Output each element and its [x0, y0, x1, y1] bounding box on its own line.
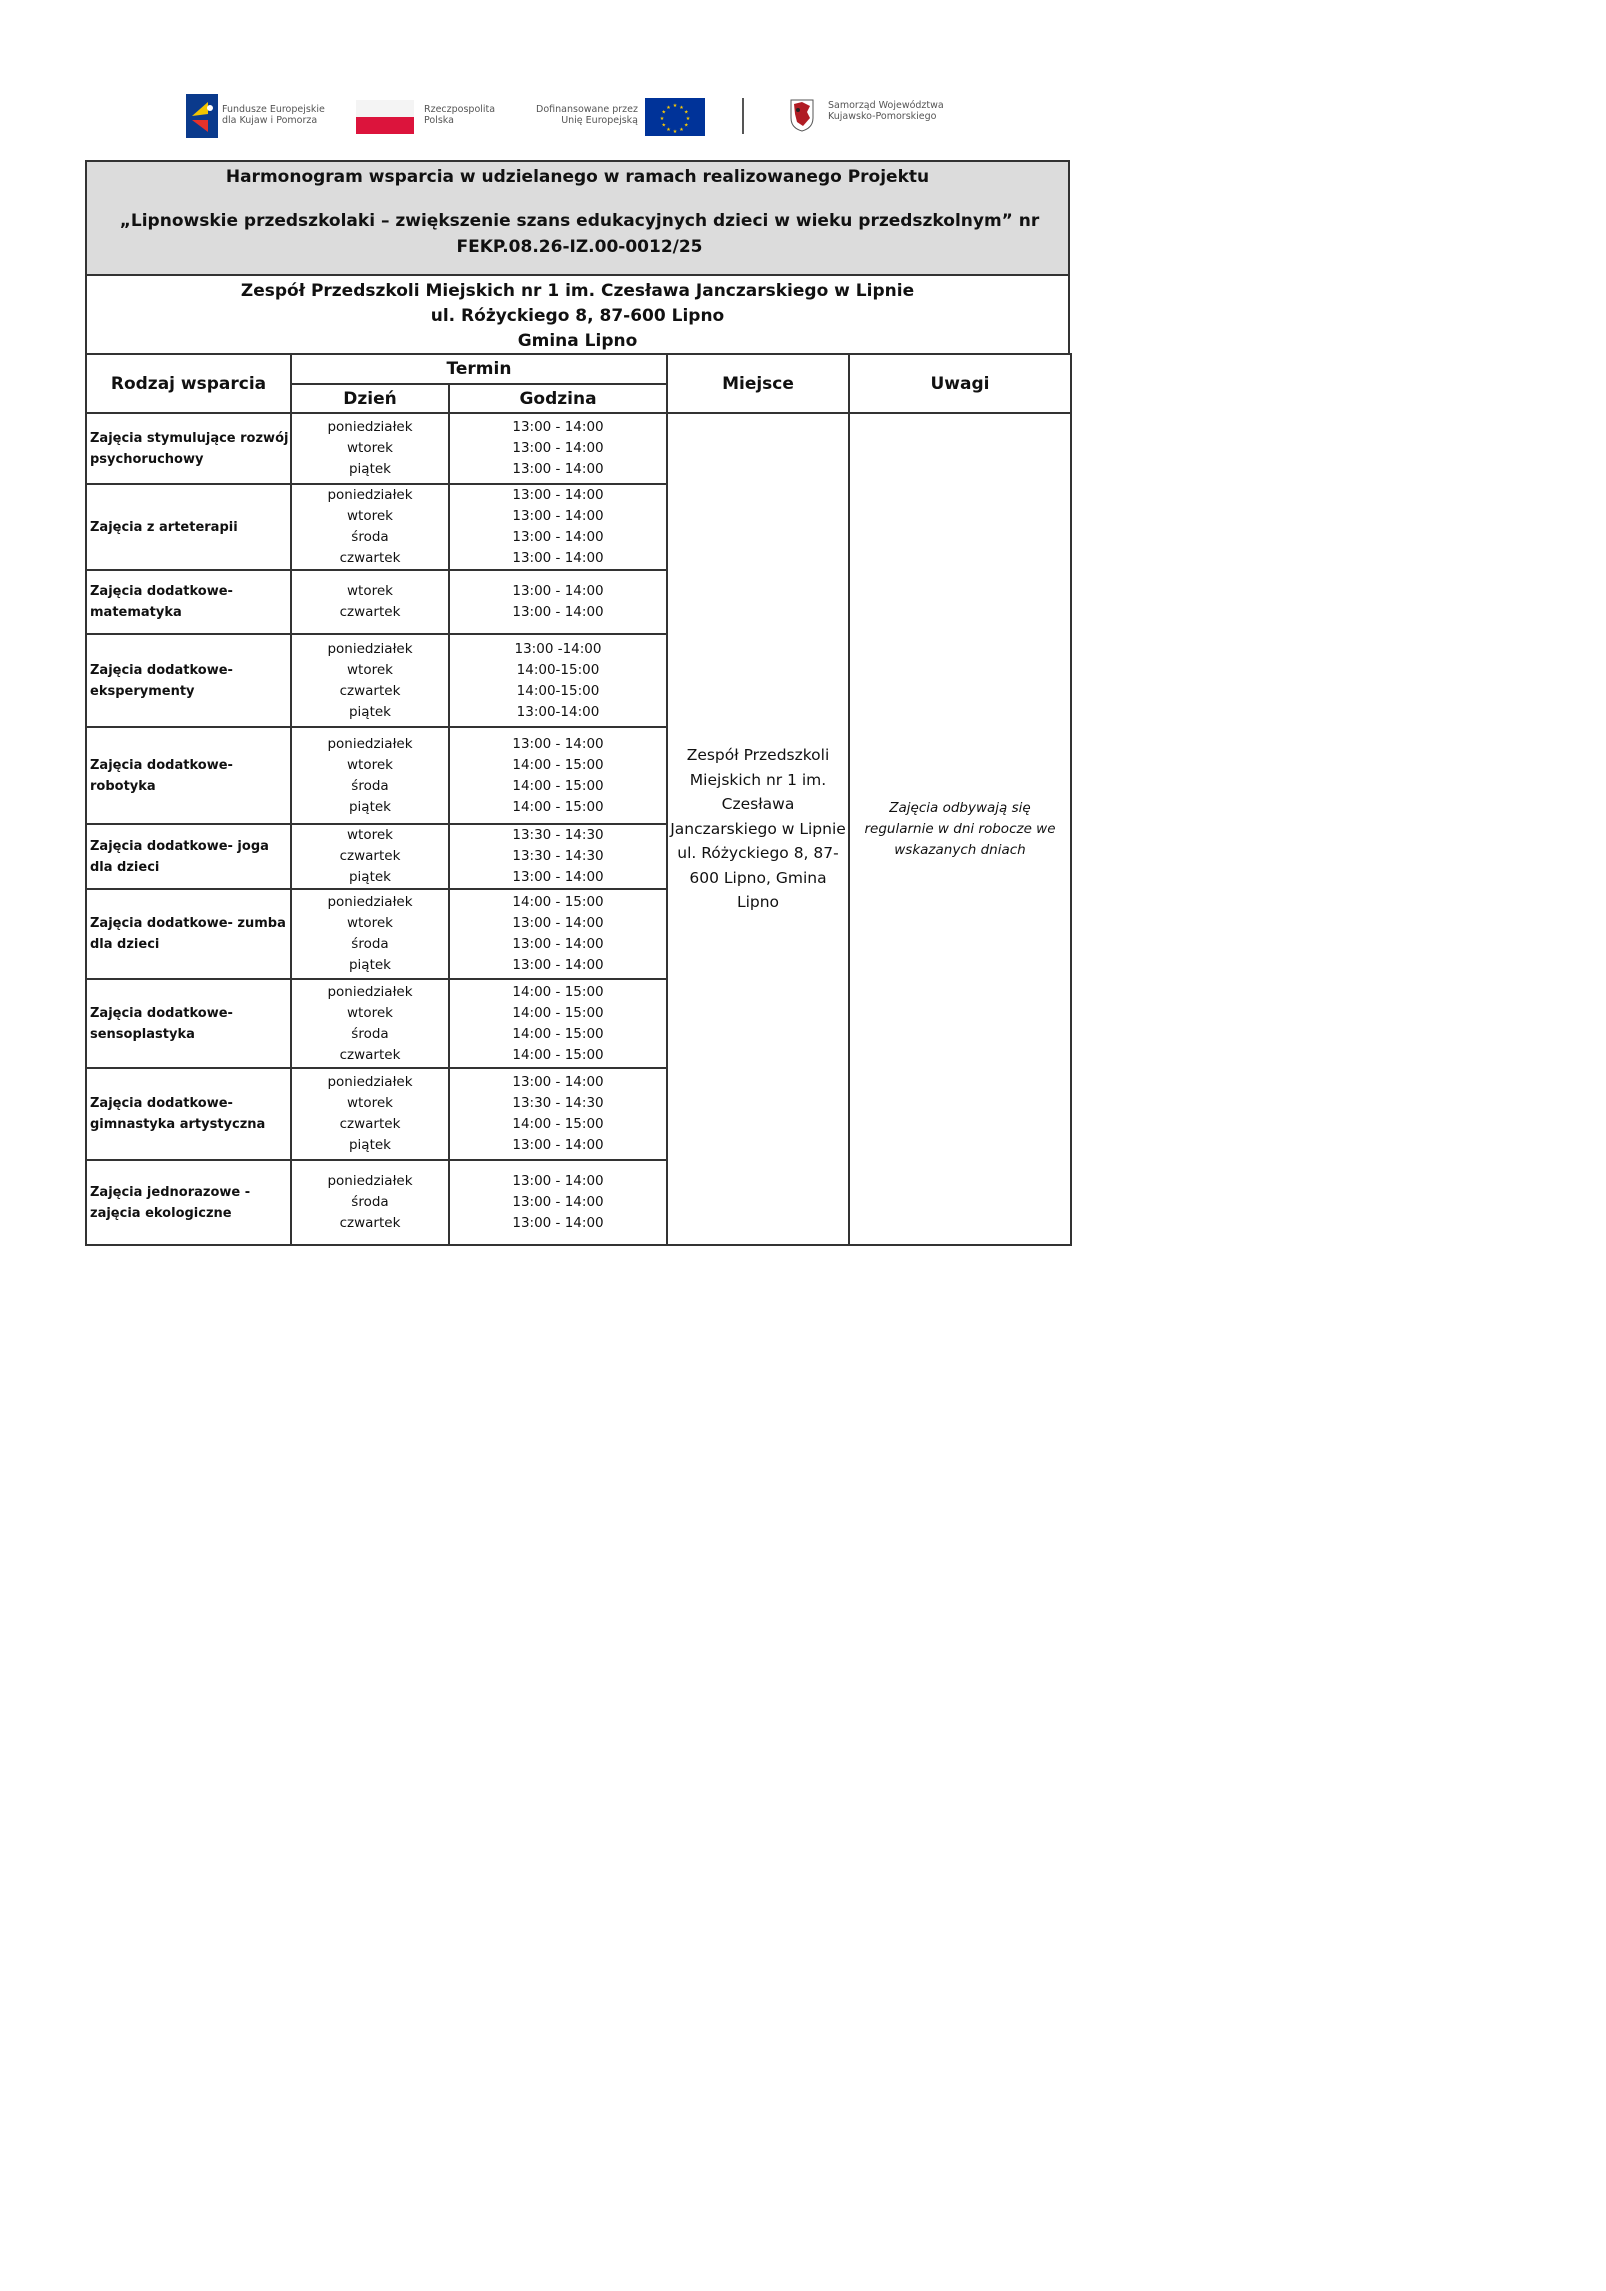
hour-value: 14:00 - 15:00 — [512, 1116, 604, 1132]
title-box — [85, 160, 1070, 276]
day-value: poniedziałek — [327, 894, 413, 910]
days-cell — [291, 570, 449, 634]
day-value: środa — [351, 777, 389, 794]
support-type-cell: Zajęcia dodatkowe-robotyka — [86, 727, 291, 824]
days-cell — [291, 1160, 449, 1245]
hour-value: 13:00 - 14:00 — [512, 508, 604, 524]
hour-value: 14:00 - 15:00 — [512, 798, 604, 815]
support-type-cell: Zajęcia dodatkowe- matematyka — [86, 570, 291, 634]
day-value: piątek — [348, 703, 391, 720]
schedule-table — [85, 353, 1072, 1246]
days-cell — [291, 889, 449, 979]
hour-value: 13:00 - 14:00 — [512, 915, 604, 931]
day-value: wtorek — [347, 1004, 393, 1021]
svg-text:★: ★ — [679, 104, 684, 111]
hour-value: 14:00 - 15:00 — [512, 1004, 604, 1021]
header-notes: Uwagi — [849, 354, 1071, 413]
hour-value: 13:00 - 14:00 — [512, 461, 604, 477]
hours-cell — [449, 634, 667, 727]
schedule-body — [86, 413, 1071, 1245]
svg-text:★: ★ — [672, 103, 678, 109]
hour-value: 13:00 - 14:00 — [512, 869, 604, 885]
svg-text:★: ★ — [659, 116, 665, 122]
fundusze-europejskie-logo — [186, 94, 218, 138]
day-value: czwartek — [339, 1116, 401, 1132]
svg-text:★: ★ — [684, 122, 689, 129]
day-value: czwartek — [339, 1046, 401, 1063]
hour-value: 13:00 - 14:00 — [512, 1194, 604, 1210]
hours-cell — [449, 570, 667, 634]
header-term: Termin — [291, 354, 667, 384]
hour-value: 13:30 - 14:30 — [512, 827, 604, 843]
day-value: piątek — [348, 461, 391, 477]
day-value: wtorek — [347, 915, 393, 931]
project-title: „Lipnowskie przedszkolaki – zwiększenie szans edukacyjnych dzieci w wieku przedszkolnym” nr FEKP.08.26-IZ.00-0012/25 — [119, 211, 1040, 257]
hours-cell — [449, 824, 667, 889]
day-value: środa — [351, 529, 389, 545]
day-value: piątek — [348, 957, 391, 973]
day-value: poniedziałek — [327, 735, 413, 752]
day-value: czwartek — [339, 1215, 401, 1231]
document-title: Harmonogram wsparcia w udzielanego w ramach realizowanego Projektu — [225, 167, 930, 187]
table-row — [86, 413, 1071, 484]
svg-text:★: ★ — [661, 109, 666, 116]
hours-cell — [449, 1160, 667, 1245]
eu-flag-icon — [645, 98, 705, 136]
hour-value: 13:00 - 14:00 — [512, 487, 604, 503]
hour-value: 13:00 - 14:00 — [512, 529, 604, 545]
dofinansowane-text: Dofinansowane przez Unię Europejską — [536, 104, 638, 126]
hour-value: 13:00-14:00 — [516, 703, 600, 720]
day-value: piątek — [348, 869, 391, 885]
hour-value: 13:00 - 14:00 — [512, 550, 604, 566]
svg-text:★: ★ — [666, 127, 671, 134]
days-cell — [291, 824, 449, 889]
svg-text:★: ★ — [684, 109, 689, 116]
header-type: Rodzaj wsparcia — [86, 354, 291, 413]
support-type-cell: Zajęcia stymulujące rozwój psychoruchowy — [86, 413, 291, 484]
day-value: piątek — [348, 1137, 391, 1153]
svg-text:★: ★ — [672, 129, 678, 135]
day-value: czwartek — [339, 550, 401, 566]
header-day: Dzień — [291, 384, 449, 413]
hours-cell — [449, 1068, 667, 1160]
school-address: ul. Różyckiego 8, 87-600 Lipno — [430, 306, 725, 326]
logo-strip — [0, 88, 1103, 148]
support-type-cell: Zajęcia dodatkowe- zumba dla dzieci — [86, 889, 291, 979]
place-cell: Zespół Przedszkoli Miejskich nr 1 im. Czesława Janczarskiego w Lipnie ul. Różyckiego 8, 87-600 Lipno, Gmina Lipno — [667, 413, 849, 1245]
days-cell — [291, 484, 449, 570]
hour-value: 14:00 - 15:00 — [512, 894, 604, 910]
hour-value: 14:00 - 15:00 — [512, 1046, 604, 1063]
hour-value: 14:00 - 15:00 — [512, 777, 604, 794]
day-value: poniedziałek — [327, 983, 413, 1000]
hour-value: 14:00-15:00 — [516, 682, 600, 699]
samorzad-text: Samorząd Województwa Kujawsko-Pomorskiego — [828, 100, 944, 122]
day-value: wtorek — [347, 1095, 393, 1111]
day-value: wtorek — [347, 756, 393, 773]
hour-value: 13:00 - 14:00 — [512, 419, 604, 435]
hour-value: 14:00-15:00 — [516, 661, 600, 678]
hour-value: 13:00 - 14:00 — [512, 1137, 604, 1153]
poland-flag-icon — [356, 100, 414, 134]
header-place: Miejsce — [667, 354, 849, 413]
day-value: środa — [351, 1025, 389, 1042]
hour-value: 13:00 - 14:00 — [512, 440, 604, 456]
days-cell — [291, 1068, 449, 1160]
svg-text:★: ★ — [666, 104, 671, 111]
support-type-cell: Zajęcia z arteterapii — [86, 484, 291, 570]
hour-value: 13:00 - 14:00 — [512, 957, 604, 973]
samorzad-coat-of-arms-icon — [789, 98, 815, 132]
hour-value: 14:00 - 15:00 — [512, 756, 604, 773]
support-type-cell: Zajęcia dodatkowe- eksperymenty — [86, 634, 291, 727]
hour-value: 13:00 - 14:00 — [512, 1173, 604, 1189]
school-gmina: Gmina Lipno — [517, 331, 638, 351]
hour-value: 13:00 -14:00 — [514, 640, 602, 657]
logo-separator — [742, 98, 744, 134]
svg-text:★: ★ — [679, 127, 684, 134]
school-header — [85, 276, 1070, 354]
day-value: wtorek — [347, 508, 393, 524]
rzeczpospolita-text: Rzeczpospolita Polska — [424, 104, 496, 126]
days-cell — [291, 413, 449, 484]
fundusze-text: Fundusze Europejskie dla Kujaw i Pomorza — [222, 104, 325, 126]
support-type-cell: Zajęcia dodatkowe- joga dla dzieci — [86, 824, 291, 889]
days-cell — [291, 979, 449, 1068]
day-value: poniedziałek — [327, 487, 413, 503]
day-value: czwartek — [339, 682, 401, 699]
day-value: poniedziałek — [327, 419, 413, 435]
days-cell — [291, 634, 449, 727]
day-value: poniedziałek — [327, 1173, 413, 1189]
day-value: wtorek — [347, 661, 393, 678]
support-type-cell: Zajęcia jednorazowe - zajęcia ekologiczne — [86, 1160, 291, 1245]
hours-cell — [449, 979, 667, 1068]
hour-value: 13:00 - 14:00 — [512, 604, 604, 620]
day-value: poniedziałek — [327, 1074, 413, 1090]
hours-cell — [449, 484, 667, 570]
day-value: piątek — [348, 798, 391, 815]
hour-value: 13:00 - 14:00 — [512, 936, 604, 952]
day-value: środa — [351, 1194, 389, 1210]
hour-value: 13:00 - 14:00 — [512, 1215, 604, 1231]
hours-cell — [449, 413, 667, 484]
day-value: czwartek — [339, 848, 401, 864]
day-value: wtorek — [347, 583, 393, 599]
hours-cell — [449, 889, 667, 979]
svg-text:★: ★ — [661, 122, 666, 129]
day-value: wtorek — [347, 440, 393, 456]
support-type-cell: Zajęcia dodatkowe- sensoplastyka — [86, 979, 291, 1068]
hour-value: 13:00 - 14:00 — [512, 735, 604, 752]
support-type-cell: Zajęcia dodatkowe- gimnastyka artystyczna — [86, 1068, 291, 1160]
notes-cell: Zajęcia odbywają się regularnie w dni robocze we wskazanych dniach — [849, 413, 1071, 1245]
hour-value: 14:00 - 15:00 — [512, 983, 604, 1000]
days-cell — [291, 727, 449, 824]
school-name: Zespół Przedszkoli Miejskich nr 1 im. Czesława Janczarskiego w Lipnie — [240, 281, 915, 301]
hour-value: 14:00 - 15:00 — [512, 1025, 604, 1042]
svg-text:★: ★ — [685, 116, 691, 122]
day-value: czwartek — [339, 604, 401, 620]
day-value: środa — [351, 936, 389, 952]
hour-value: 13:00 - 14:00 — [512, 583, 604, 599]
hours-cell — [449, 727, 667, 824]
day-value: wtorek — [347, 827, 393, 843]
day-value: poniedziałek — [327, 640, 413, 657]
hour-value: 13:30 - 14:30 — [512, 1095, 604, 1111]
hour-value: 13:30 - 14:30 — [512, 848, 604, 864]
hour-value: 13:00 - 14:00 — [512, 1074, 604, 1090]
header-hour: Godzina — [449, 384, 667, 413]
